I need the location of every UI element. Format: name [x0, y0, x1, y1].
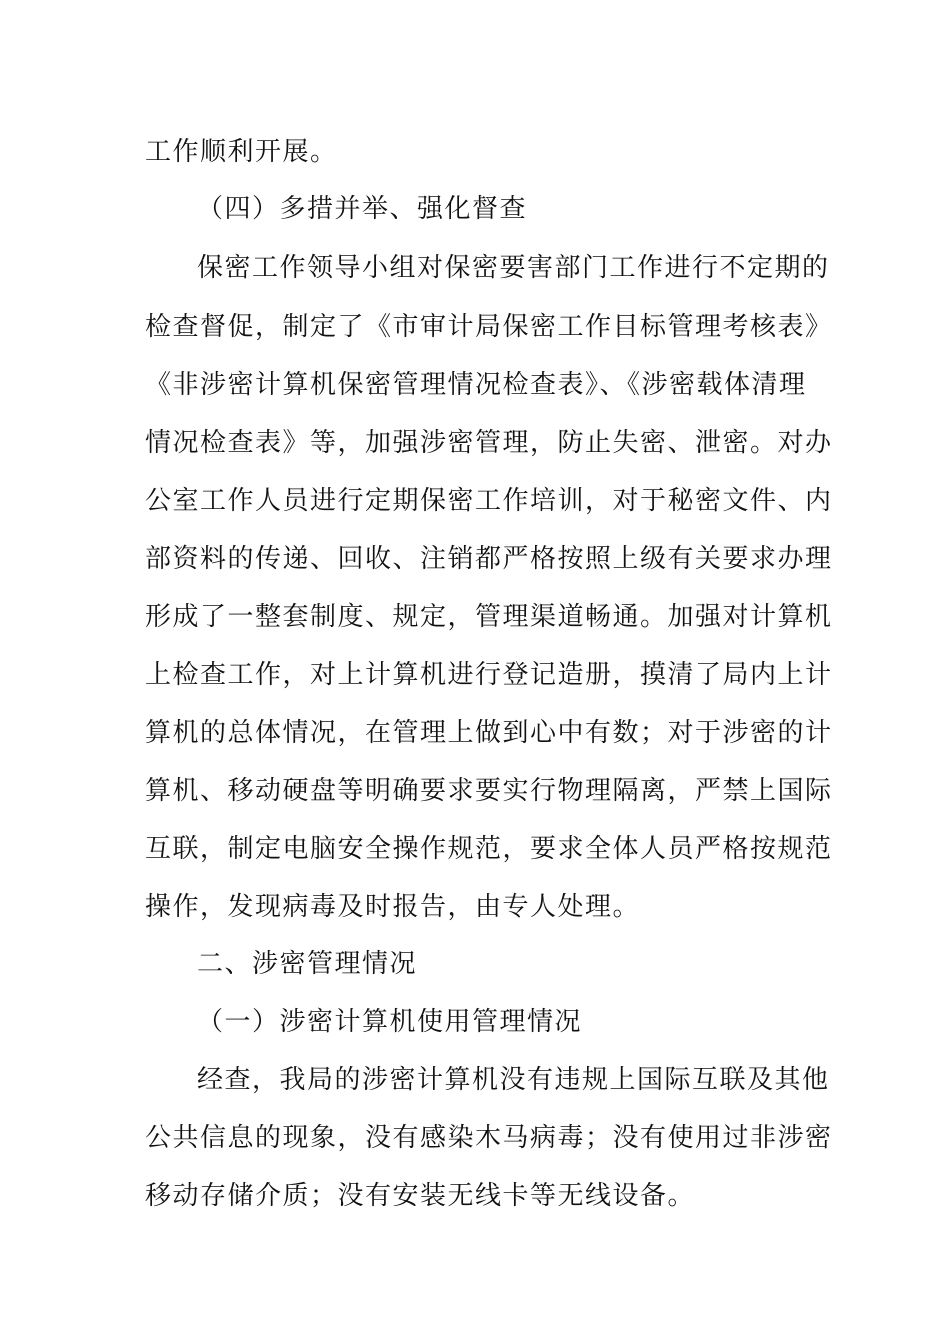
- paragraph-line: 部资料的传递、回收、注销都严格按照上级有关要求办理: [145, 544, 833, 574]
- paragraph-line: 互联，制定电脑安全操作规范，要求全体人员严格按规范: [145, 834, 833, 864]
- paragraph-line: 算机、移动硬盘等明确要求要实行物理隔离，严禁上国际: [145, 776, 833, 806]
- section-heading: （四）多措并举、强化督查: [197, 194, 528, 224]
- paragraph-line: 情况检查表》等，加强涉密管理，防止失密、泄密。对办: [145, 428, 833, 458]
- section-heading: 二、涉密管理情况: [197, 949, 418, 979]
- paragraph-line: 公共信息的现象，没有感染木马病毒；没有使用过非涉密: [145, 1123, 833, 1153]
- paragraph-line: 工作顺利开展。: [145, 137, 338, 167]
- paragraph-line: 算机的总体情况，在管理上做到心中有数；对于涉密的计: [145, 718, 833, 748]
- paragraph-line: 移动存储介质；没有安装无线卡等无线设备。: [145, 1181, 696, 1211]
- paragraph-line: 检查督促，制定了《市审计局保密工作目标管理考核表》: [145, 312, 833, 342]
- paragraph-line: 形成了一整套制度、规定，管理渠道畅通。加强对计算机: [145, 602, 833, 632]
- paragraph-line: 《非涉密计算机保密管理情况检查表》、《涉密载体清理: [145, 370, 807, 400]
- paragraph-line: 上检查工作，对上计算机进行登记造册，摸清了局内上计: [145, 660, 833, 690]
- section-subheading: （一）涉密计算机使用管理情况: [197, 1007, 583, 1037]
- paragraph-line: 公室工作人员进行定期保密工作培训，对于秘密文件、内: [145, 486, 833, 516]
- paragraph-line: 保密工作领导小组对保密要害部门工作进行不定期的: [197, 253, 830, 283]
- paragraph-line: 经查，我局的涉密计算机没有违规上国际互联及其他: [197, 1065, 830, 1095]
- paragraph-line: 操作，发现病毒及时报告，由专人处理。: [145, 892, 641, 922]
